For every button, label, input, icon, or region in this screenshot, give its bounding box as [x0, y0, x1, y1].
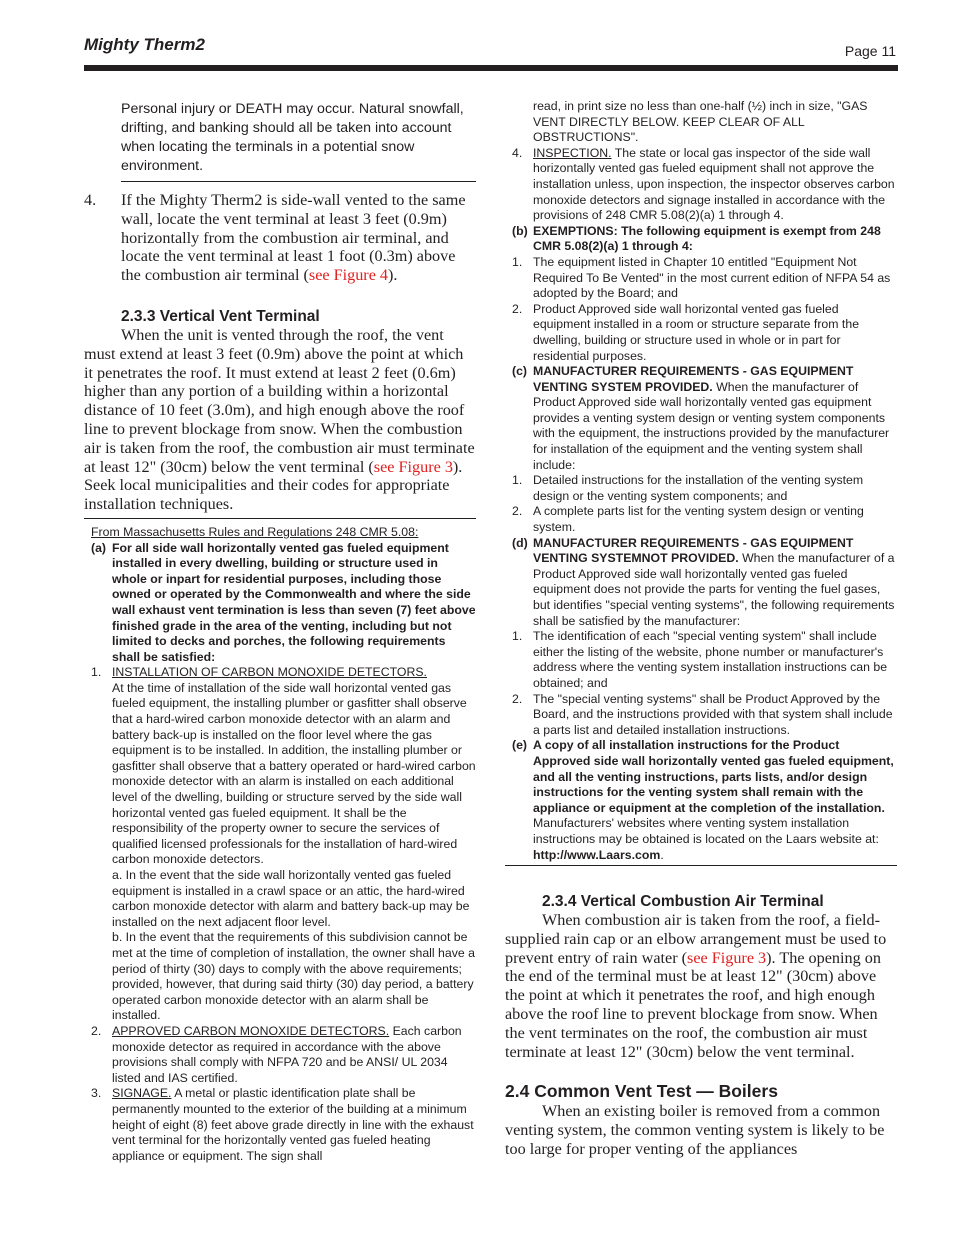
regulation-d2-num: 2. — [512, 691, 523, 706]
section-2-4-heading: 2.4 Common Vent Test — Boilers — [505, 1081, 778, 1102]
regulation-d1 — [505, 629, 897, 691]
regulation-c-heading: MANUFACTURER REQUIREMENTS - GAS EQUIPMENT VENTING SYSTEM PROVIDED. — [533, 364, 854, 394]
regulation-b1-num: 1. — [512, 254, 523, 269]
section-2-3-3-heading: 2.3.3 Vertical Vent Terminal — [121, 307, 320, 325]
section-2-4-body: When an existing boiler is removed from a common venting system, the common venting system is likely to be too large for proper venting of the appliances — [505, 1102, 885, 1159]
regulation-b — [505, 224, 897, 255]
regulation-2-title: APPROVED CARBON MONOXIDE DETECTORS. — [112, 1023, 390, 1038]
regulation-d-heading: MANUFACTURER REQUIREMENTS - GAS EQUIPMENT VENTING SYSTEMNOT PROVIDED. — [533, 535, 854, 566]
regulation-1-a: a. In the event that the side wall horizontally vented gas fueled equipment is installed in a crawl space or an attic, the hard-wired carbon monoxide detector with alarm and battery back-up may be installed on the next adjacent floor level. — [112, 868, 470, 929]
section-2-3-4-body — [505, 911, 897, 1061]
section-text: When the unit is vented through the roof, the vent must extend at least 3 feet (0.9m) above the point at which it penetrates the roof. It must extend at least 2 feet (0.6m) higher than any portion of a building within a horizontal distance of 10 feet (3.0m), and high enough above the roof line to prevent blockage from snow. When the combustion air is taken from the roof, the combustion air must terminate at least 12" (30cm) below the vent terminal ( — [84, 325, 475, 476]
regulation-source: From Massachusetts Rules and Regulations 248 CMR 5.08: — [91, 524, 419, 539]
regulation-c2 — [505, 504, 897, 535]
figure-3-link[interactable]: see Figure 3 — [373, 457, 453, 476]
regulation-1-b: b. In the event that the requirements of this subdivision cannot be met at the time of completion of installation, the owner shall have a period of thirty (30) days to comply with the above requirements; provided, however, that during said thirty (30) day period, a battery operated carbon monoxide detector with an alarm shall be installed. — [112, 930, 475, 1023]
regulation-3-num: 3. — [91, 1086, 102, 1101]
regulation-4-num: 4. — [512, 145, 523, 160]
regulation-c-label: (c) — [512, 364, 528, 379]
regulation-d1-text: The identification of each "special venting system" shall include either the listing of the website, phone number or manufacturer's address where the venting system installation instructions can be obtained; and — [533, 629, 888, 690]
document-title: Mighty Therm2 — [84, 35, 205, 54]
regulation-1-title: INSTALLATION OF CARBON MONOXIDE DETECTORS. — [112, 665, 427, 680]
regulation-2-text: Each carbon monoxide detector as required in accordance with the above provisions shall comply with NFPA 720 and be ANSI/ UL 2034 listed and IAS certified. — [112, 1023, 462, 1085]
item-4 — [84, 191, 476, 285]
regulation-1-num: 1. — [91, 665, 102, 680]
regulation-a-text: For all side wall horizontally vented gas fueled equipment installed in every dwelling, building or structure used in whole or inpart for residential purposes, including those owned or operated by the Commonwealth and where the side wall exhaust vent termination is less than seven (7) feet above finished grade in the area of the venting, including but not limited to decks and porches, the following requirements shall be satisfied: — [112, 540, 476, 664]
item-text: If the Mighty Therm2 is side-wall vented to the same wall, locate the vent terminal at least 3 feet (0.9m) horizontally from the combustion air terminal, and locate the vent terminal at least 1 foot (0.3m) above the combustion air terminal ( — [121, 191, 466, 285]
regulation-b2 — [505, 302, 897, 364]
regulation-d2 — [505, 692, 897, 739]
regulation-a — [84, 541, 476, 666]
regulation-3 — [84, 1086, 476, 1164]
regulation-c1 — [505, 473, 897, 504]
regulation-e-label: (e) — [512, 738, 528, 753]
section-2-3-3-body — [84, 326, 476, 514]
regulation-continued — [505, 99, 897, 866]
regulation-c-text: When the manufacturer of Product Approved side wall horizontally vented gas equipment provides a venting system design or venting system components with the equipment, the instructions provided by the manufacturer for installation of the equipment and the venting system shall include: — [533, 379, 890, 472]
regulation-2-num: 2. — [91, 1023, 102, 1038]
massachusetts-regulations — [84, 518, 476, 1164]
regulation-2 — [84, 1024, 476, 1086]
regulation-b-label: (b) — [512, 223, 528, 238]
section-text-end: ). Seek local municipalities and their codes for appropriate installation techniques. — [84, 457, 463, 514]
regulation-a-label: (a) — [91, 540, 107, 555]
snow-warning: Personal injury or DEATH may occur. Natural snowfall, drifting, and banking should all be taken into account when locating the terminals in a potential snow environment. — [121, 78, 476, 182]
left-column — [84, 78, 476, 1164]
regulation-d-label: (d) — [512, 535, 528, 550]
regulation-3-title: SIGNAGE. — [112, 1086, 172, 1101]
regulation-4-text: The state or local gas inspector of the side wall horizontally vented gas fueled equipment shall not approve the installation unless, upon inspection, the inspector observes carbon monoxide detectors and signage installed in accordance with the provisions of 248 CMR 5.08(2)(a) 1 through 4. — [533, 145, 895, 223]
regulation-e — [505, 738, 897, 863]
right-column — [505, 99, 897, 1159]
laars-website-link[interactable]: http://www.Laars.com — [533, 847, 661, 862]
regulation-1 — [84, 665, 476, 1024]
regulation-1-text: At the time of installation of the side wall horizontal vented gas fueled equipment, the installing plumber or gasfitter shall observe that a hard-wired carbon monoxide detector with an alarm and battery back-up is installed on the floor level where the gas equipment is to be installed. In addition, the installing plumber or gasfitter shall observe that a battery operated or hard-wired carbon monoxide detector with an alarm is installed on each additional level of the dwelling, building or structure served by the side wall horizontal vented gas fueled equipment. It shall be the responsibility of the property owner to secure the services of qualified licensed professionals for the installation of hard-wired carbon monoxide detectors. — [112, 680, 476, 867]
figure-3-link[interactable]: see Figure 3 — [687, 948, 767, 967]
regulation-b2-num: 2. — [512, 301, 523, 316]
regulation-d2-text: The "special venting systems" shall be Product Approved by the Board, and the instructions provided with that system shall include a parts list and detailed installation instructions. — [533, 691, 893, 737]
regulation-4-title: INSPECTION. — [533, 145, 612, 160]
regulation-b-text: EXEMPTIONS: The following equipment is exempt from 248 CMR 5.08(2)(a) 1 through 4: — [533, 223, 881, 254]
regulation-e-end: . — [660, 847, 664, 862]
signage-continued: read, in print size no less than one-half (½) inch in size, "GAS VENT DIRECTLY BELOW. KEEP CLEAR OF ALL OBSTRUCTIONS". — [533, 99, 868, 145]
regulation-b1-text: The equipment listed in Chapter 10 entitled "Equipment Not Required To Be Vented" in the most current edition of NFPA 54 as adopted by the Board; and — [533, 254, 891, 301]
regulation-c1-text: Detailed instructions for the installation of the venting system design or the venting system components; and — [533, 473, 864, 503]
regulation-c1-num: 1. — [512, 473, 523, 488]
item-number: 4. — [84, 191, 97, 209]
section-text: When combustion air is taken from the roof, a field-supplied rain cap or an elbow arrangement must be used to prevent entry of rain water ( — [505, 911, 887, 967]
regulation-d-text: When the manufacturer of a Product Approved side wall horizontally vented gas fueled equipment does not provide the parts for venting the fuel gases, but identifies "special venting systems", the following requirements shall be satisfied by the manufacturer: — [533, 551, 895, 628]
page-number: Page 11 — [844, 43, 896, 59]
item-text-end: ). — [388, 266, 398, 285]
section-text-end: ). The opening on the end of the terminal must be at least 12" (30cm) above the point at which it penetrates the roof, and high enough above the roof line to prevent blockage from snow. When the vent terminates on the roof, the combustion air must terminate at least 12" (30cm) below the vent terminal. — [505, 948, 881, 1061]
regulation-c2-text: A complete parts list for the venting system design or venting system. — [533, 504, 864, 535]
section-2-3-4-heading: 2.3.4 Vertical Combustion Air Terminal — [542, 893, 824, 911]
regulation-3-text: A metal or plastic identification plate shall be permanently mounted to the exterior of the building at a minimum height of eight (8) feet above grade directly in line with the exhaust vent terminal for the horizontally vented gas fueled heating appliance or equipment. The sign shall — [112, 1086, 474, 1163]
regulation-b1 — [505, 255, 897, 302]
regulation-d — [505, 536, 897, 630]
figure-4-link[interactable]: see Figure 4 — [308, 266, 389, 285]
regulation-c — [505, 364, 897, 473]
regulation-c2-num: 2. — [512, 504, 523, 519]
regulation-e-text: Manufacturers' websites where venting system installation instructions may be obtained is located on the Laars website at: — [533, 816, 879, 846]
regulation-e-heading: A copy of all installation instructions for the Product Approved side wall horizontally vented gas fueled equipment, and all the venting instructions, parts lists, and/or design instructions for the venting system shall remain with the appliance or equipment at the completion of the installation. — [533, 738, 894, 815]
regulation-4 — [505, 146, 897, 224]
regulation-b2-text: Product Approved side wall horizontal vented gas fueled equipment installed in a room or structure separate from the dwelling, building or structure used in whole or in part for residential purposes. — [533, 301, 860, 363]
regulation-d1-num: 1. — [512, 629, 523, 644]
header-rule — [84, 65, 898, 71]
